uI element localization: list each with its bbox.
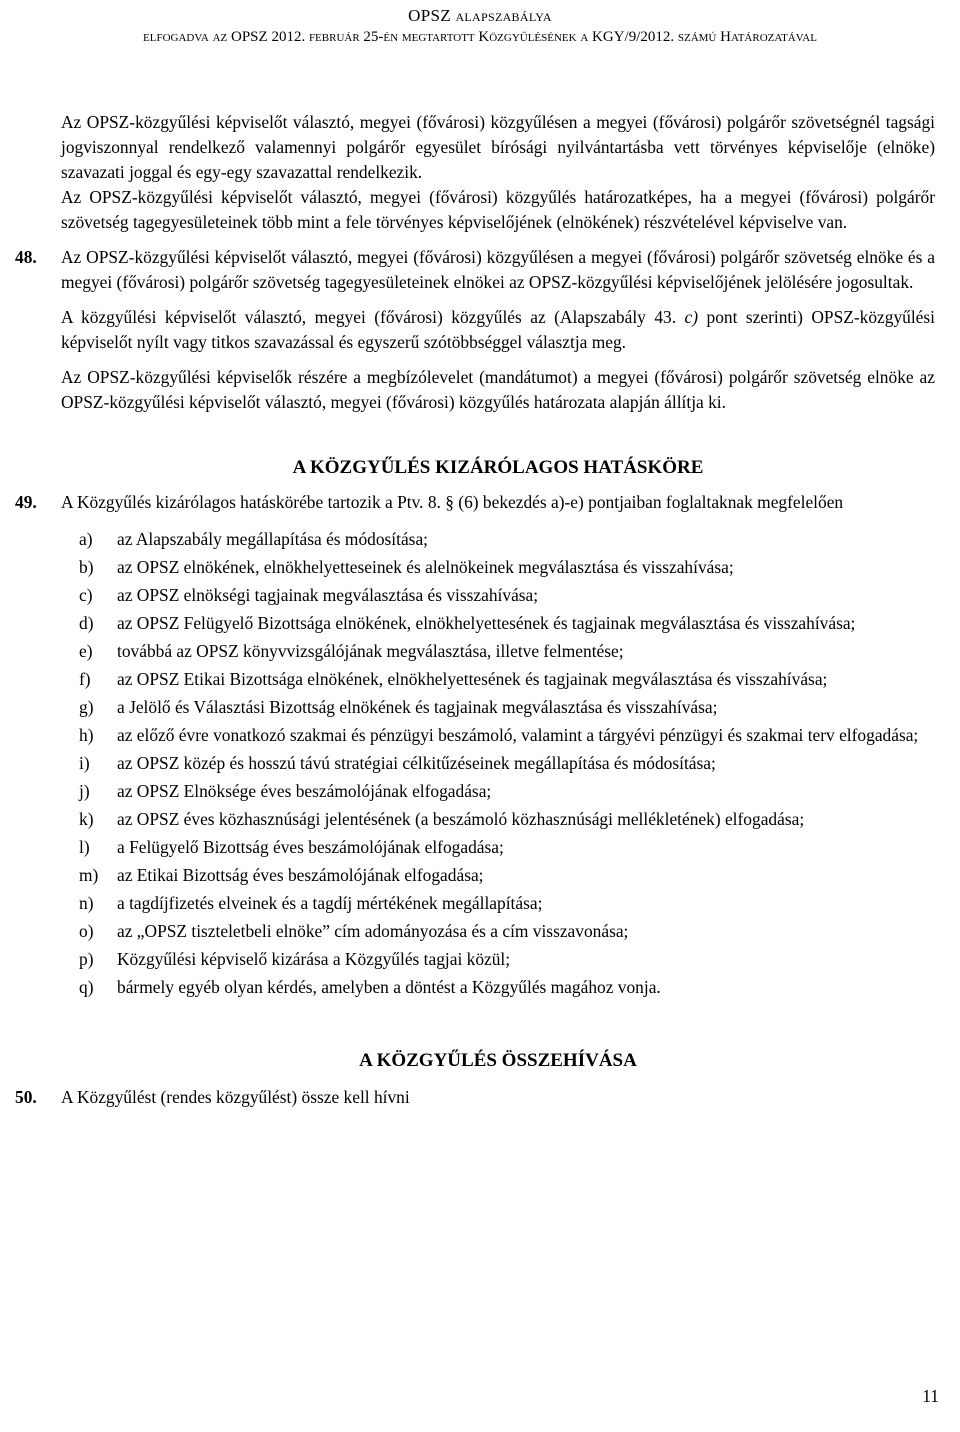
list-item xyxy=(61,975,935,1000)
list-item-text: Közgyűlési képviselő kizárása a Közgyűlés tagjai közül; xyxy=(117,949,511,969)
list-item xyxy=(61,779,935,804)
list-item-text: továbbá az OPSZ könyvvizsgálójának megválasztása, illetve felmentése; xyxy=(117,641,624,661)
list-item xyxy=(61,555,935,580)
list-item-text: az OPSZ Felügyelő Bizottsága elnökének, elnökhelyettesének és tagjainak megválasztása és visszahívása; xyxy=(117,613,856,633)
list-item xyxy=(61,639,935,664)
section-49-intro: A Közgyűlés kizárólagos hatáskörébe tartozik a Ptv. 8. § (6) bekezdés a)-e) pontjaiban foglaltaknak megfelelően xyxy=(61,492,844,512)
list-item-text: az OPSZ éves közhasznúsági jelentésének (a beszámoló közhasznúsági mellékletének) elfogadása; xyxy=(117,809,805,829)
list-item-label: j) xyxy=(79,781,90,801)
list-item-label: d) xyxy=(79,613,94,633)
powers-list xyxy=(61,527,935,1000)
list-item-text: az Etikai Bizottság éves beszámolójának elfogadása; xyxy=(117,865,484,885)
page-number: 11 xyxy=(922,1386,939,1406)
list-item-label: b) xyxy=(79,557,94,577)
list-item-text: a Felügyelő Bizottság éves beszámolójának elfogadása; xyxy=(117,837,504,857)
header-title: OPSZ alapszabálya xyxy=(408,6,552,25)
list-item xyxy=(61,583,935,608)
list-item-text: az OPSZ elnökének, elnökhelyetteseinek és alelnökeinek megválasztása és visszahívása; xyxy=(117,557,734,577)
list-item-label: m) xyxy=(79,865,99,885)
list-item-label: a) xyxy=(79,529,93,549)
list-item xyxy=(61,695,935,720)
list-item-label: n) xyxy=(79,893,94,913)
list-item-text: bármely egyéb olyan kérdés, amelyben a döntést a Közgyűlés magához vonja. xyxy=(117,977,661,997)
heading-convening: A KÖZGYŰLÉS ÖSSZEHÍVÁSA xyxy=(359,1050,637,1071)
list-item xyxy=(61,527,935,552)
list-item-text: az OPSZ Etikai Bizottsága elnökének, elnökhelyettesének és tagjainak megválasztása és visszahívása; xyxy=(117,669,828,689)
list-item xyxy=(61,751,935,776)
list-item xyxy=(61,611,935,636)
list-item-label: h) xyxy=(79,725,94,745)
section-48-paragraph-1: Az OPSZ-közgyűlési képviselőt választó, megyei (fővárosi) közgyűlésen a megyei (fővárosi) polgárőr szövetség elnöke és a megyei (fővárosi) polgárőr szövetség tagegyesületeinek elnökei az OPSZ-közgyűlési képviselőjének jelölésére jogosultak. xyxy=(61,247,935,292)
list-item-label: l) xyxy=(79,837,90,857)
list-item xyxy=(61,667,935,692)
list-item-label: f) xyxy=(79,669,91,689)
list-item xyxy=(61,947,935,972)
section-48-paragraph-3: Az OPSZ-közgyűlési képviselők részére a megbízólevelet (mandátumot) a megyei (fővárosi) polgárőr szövetség elnöke az OPSZ-közgyűlési képviselőt választó, megyei (fővárosi) közgyűlés határozata alapján állítja ki. xyxy=(61,367,935,412)
list-item xyxy=(61,863,935,888)
section-49-number: 49. xyxy=(15,492,37,512)
page-header xyxy=(0,6,960,46)
list-item-text: az „OPSZ tiszteletbeli elnöke” cím adományozása és a cím visszavonása; xyxy=(117,921,629,941)
list-item-text: az előző évre vonatkozó szakmai és pénzügyi beszámoló, valamint a tárgyévi pénzügyi és szakmai terv elfogadása; xyxy=(117,725,919,745)
intro-paragraph-2: Az OPSZ-közgyűlési képviselőt választó, megyei (fővárosi) közgyűlés határozatképes, ha a megyei (fővárosi) polgárőr szövetség tagegyesületeinek több mint a fele törvényes képviselőjének (elnökének) részvételével képviselve van. xyxy=(61,187,935,232)
section-48-paragraph-2: A közgyűlési képviselőt választó, megyei (fővárosi) közgyűlés az (Alapszabály 43. c) pont szerinti) OPSZ-közgyűlési képviselőt nyílt vagy titkos szavazással és egyszerű szótöbbséggel választja meg. xyxy=(61,307,935,352)
intro-paragraph-1: Az OPSZ-közgyűlési képviselőt választó, megyei (fővárosi) közgyűlésen a megyei (fővárosi) polgárőr szövetségnél tagsági jogviszonnyal rendelkező valamennyi polgárőr egyesület bírósági nyilvántartásba vett törvényes képviselője (elnöke) szavazati joggal és egy-egy szavazattal rendelkezik. xyxy=(61,112,935,182)
list-item xyxy=(61,723,935,748)
list-item xyxy=(61,919,935,944)
list-item xyxy=(61,835,935,860)
section-50-text: A Közgyűlést (rendes közgyűlést) össze kell hívni xyxy=(61,1087,410,1107)
document-body xyxy=(15,110,935,1110)
list-item-label: c) xyxy=(79,585,93,605)
list-item-label: g) xyxy=(79,697,94,717)
list-item-label: i) xyxy=(79,753,90,773)
section-48-number: 48. xyxy=(15,247,37,267)
list-item-text: az OPSZ Elnöksége éves beszámolójának elfogadása; xyxy=(117,781,492,801)
section-48 xyxy=(15,245,935,415)
list-item-text: a tagdíjfizetés elveinek és a tagdíj mértékének megállapítása; xyxy=(117,893,543,913)
heading-exclusive-powers: A KÖZGYŰLÉS KIZÁRÓLAGOS HATÁSKÖRE xyxy=(292,457,704,478)
section-50-number: 50. xyxy=(15,1087,37,1107)
list-item-text: a Jelölő és Választási Bizottság elnökének és tagjainak megválasztása és visszahívása; xyxy=(117,697,718,717)
header-subtitle: elfogadva az OPSZ 2012. február 25-én megtartott Közgyűlésének a KGY/9/2012. számú Határozatával xyxy=(143,29,817,45)
list-item xyxy=(61,891,935,916)
list-item-text: az Alapszabály megállapítása és módosítása; xyxy=(117,529,428,549)
list-item-text: az OPSZ elnökségi tagjainak megválasztása és visszahívása; xyxy=(117,585,539,605)
list-item-label: q) xyxy=(79,977,94,997)
list-item-label: k) xyxy=(79,809,94,829)
list-item-label: o) xyxy=(79,921,94,941)
section-49 xyxy=(15,490,935,1000)
list-item-text: az OPSZ közép és hosszú távú stratégiai célkitűzéseinek megállapítása és módosítása; xyxy=(117,753,716,773)
list-item-label: e) xyxy=(79,641,93,661)
list-item-label: p) xyxy=(79,949,94,969)
list-item xyxy=(61,807,935,832)
section-50 xyxy=(15,1085,935,1110)
